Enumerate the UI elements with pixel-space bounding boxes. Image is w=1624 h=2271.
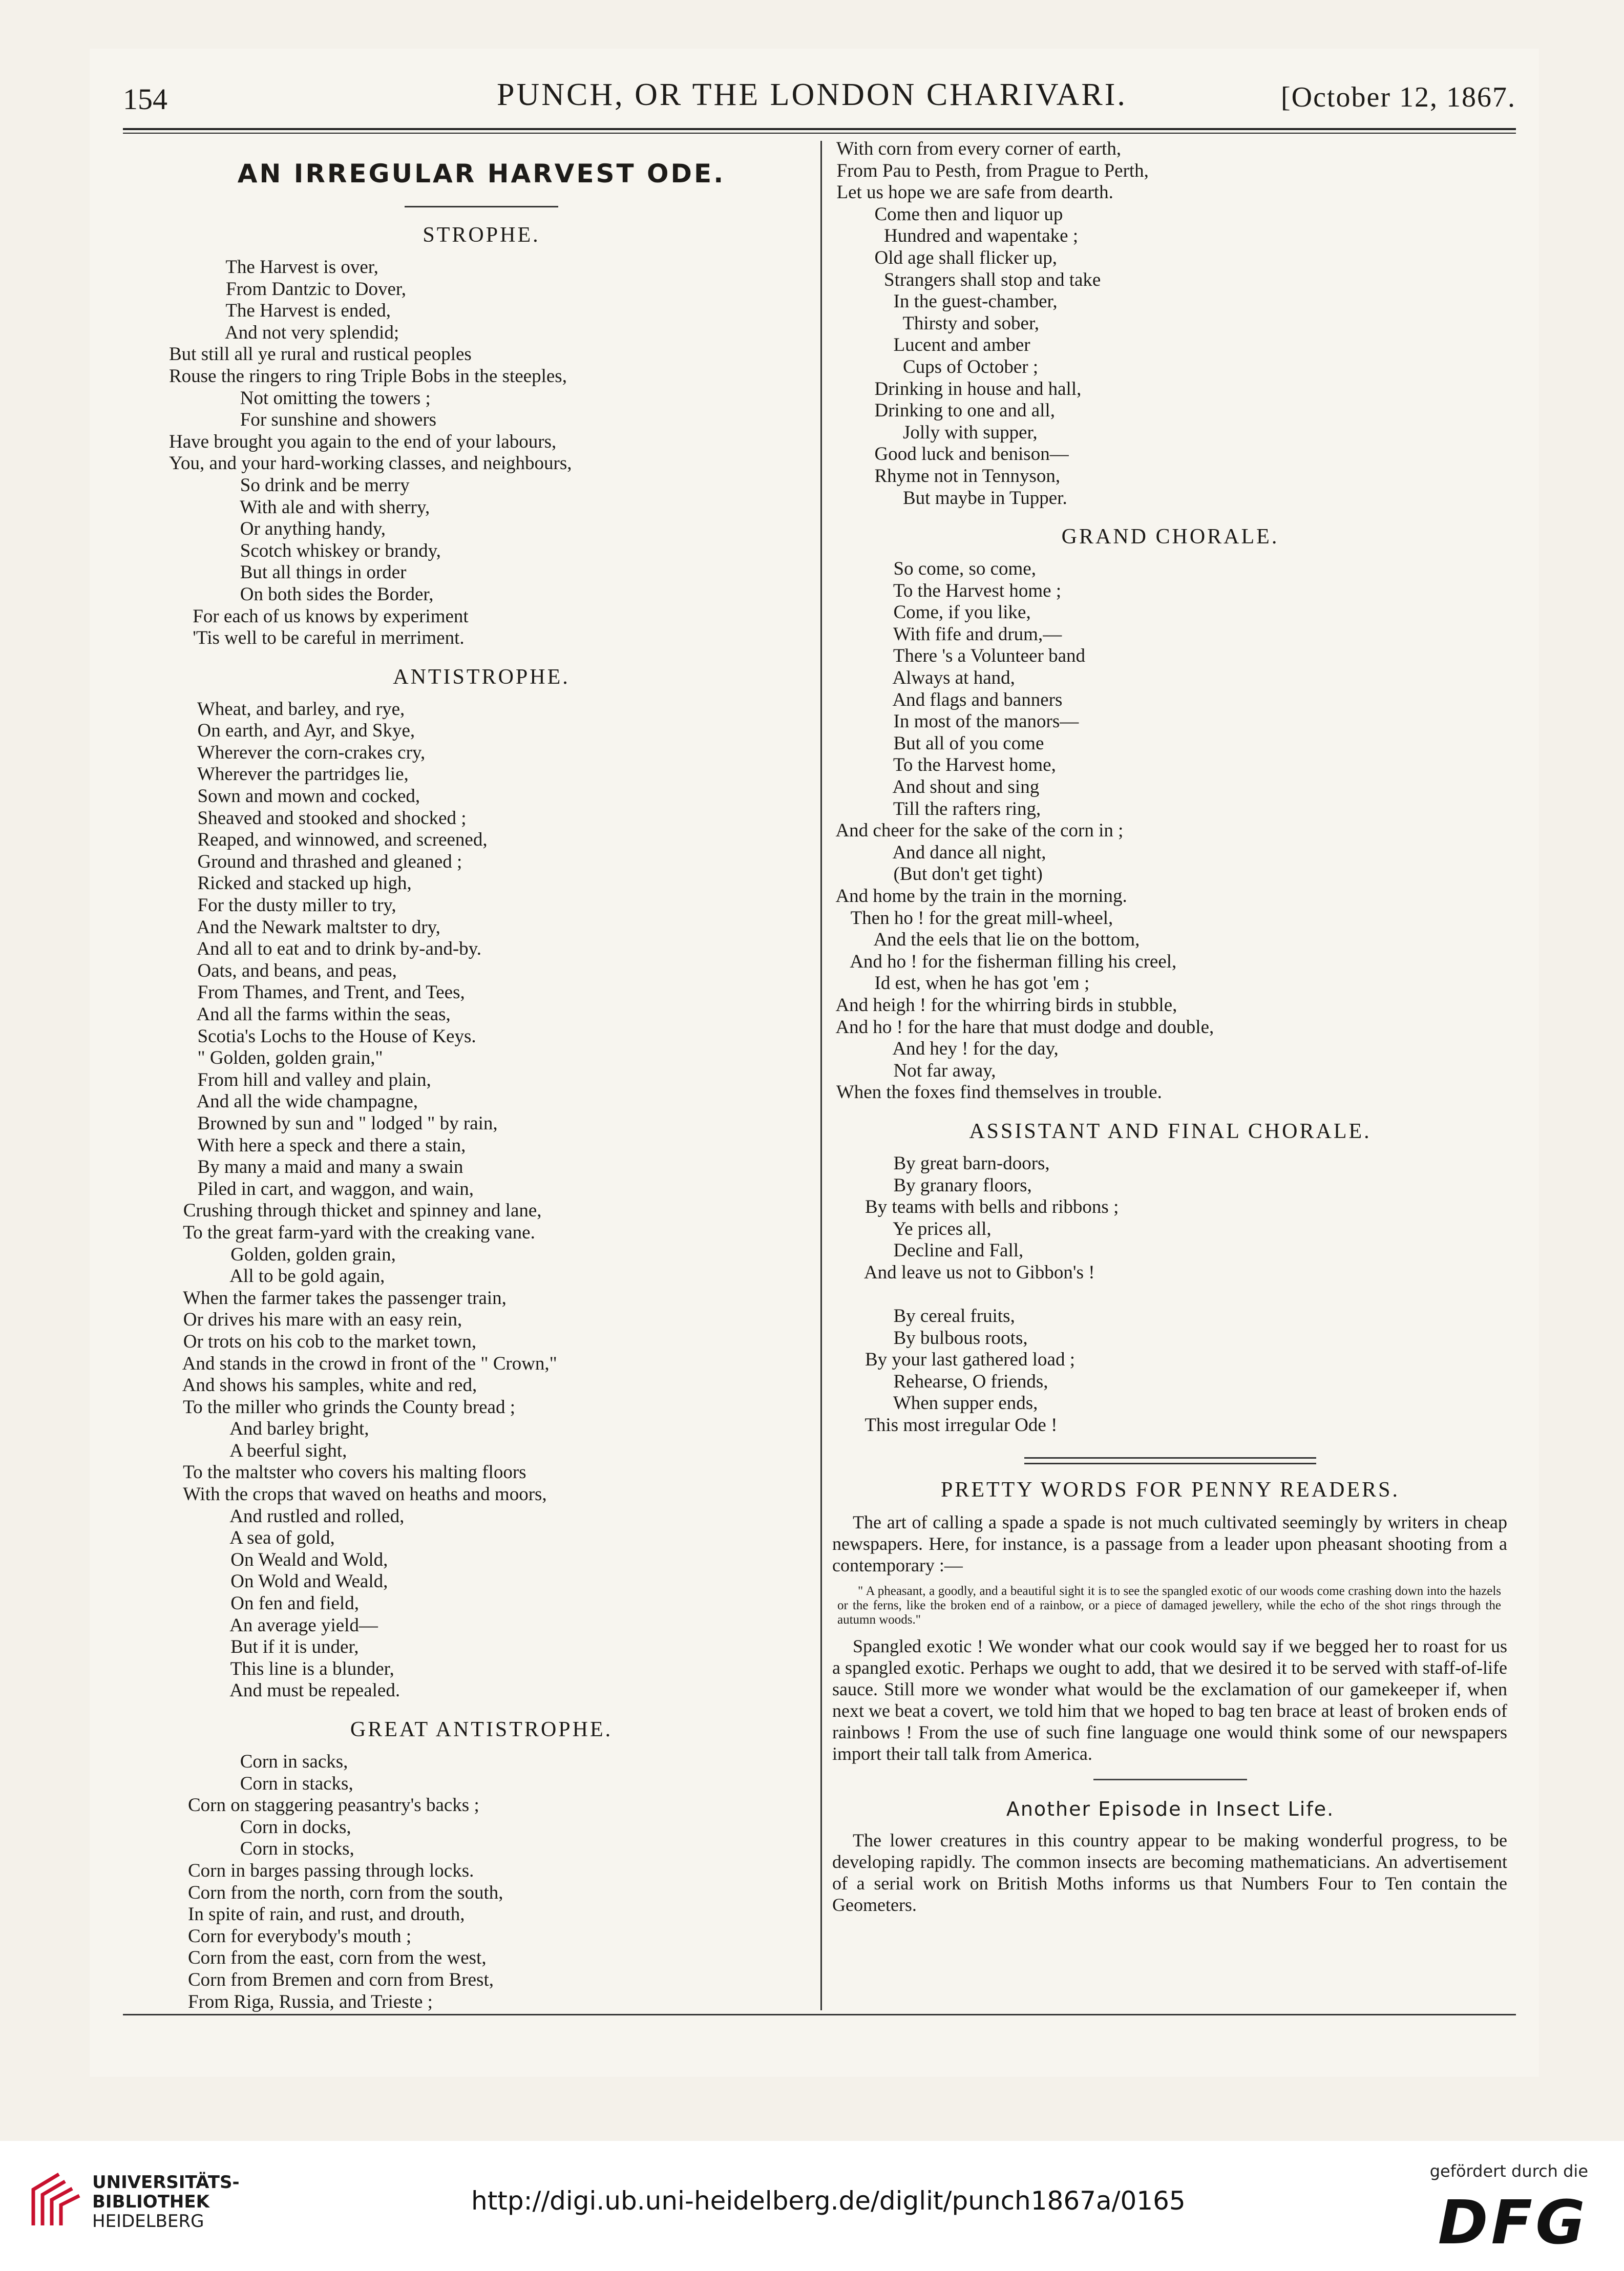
masthead-title: PUNCH, OR THE LONDON CHARIVARI.: [497, 77, 1127, 112]
poem-line: Corn on staggering peasantry's backs ;: [169, 1795, 479, 1816]
pretty-words-article: [832, 1511, 1507, 1764]
poem-line: And dance all night,: [827, 842, 1046, 863]
poem-line: Corn in stacks,: [169, 1773, 353, 1794]
title-rule: [405, 206, 558, 207]
poem-line: And the Newark maltster to dry,: [169, 916, 440, 938]
poem-line: Ground and thrashed and gleaned ;: [169, 851, 462, 872]
poem-line: There 's a Volunteer band: [827, 645, 1086, 667]
poem-line: By bulbous roots,: [827, 1327, 1028, 1349]
poem-line: " Golden, golden grain,": [169, 1047, 383, 1069]
poem-line: So drink and be merry: [169, 474, 410, 496]
poem-line: Id est, when he has got 'em ;: [827, 973, 1090, 994]
library-name-line1: UNIVERSITÄTS-: [92, 2172, 240, 2193]
final-chorale-poem: [827, 1153, 1513, 1437]
poem-line: Rouse the ringers to ring Triple Bobs in the steeples,: [169, 365, 567, 387]
page-header: [123, 77, 1516, 128]
pretty-words-quote: " A pheasant, a goodly, and a beautiful sight it is to see the spangled exotic of our woods come crashing down into the hazels or the ferns, like the broken end of a rainbow, or a piece of damaged jewellery, while the echo of the shot rings through the autumn woods.": [837, 1584, 1501, 1627]
poem-line: Sown and mown and cocked,: [169, 786, 420, 807]
poem-line: And all the wide champagne,: [169, 1091, 418, 1112]
poem-line: And home by the train in the morning.: [827, 886, 1127, 907]
poem-line: From hill and valley and plain,: [169, 1069, 431, 1090]
great-antistrophe-poem-part2: [827, 138, 1513, 509]
poem-line: Wheat, and barley, and rye,: [169, 698, 405, 720]
footer-rule: [123, 2014, 1516, 2015]
poem-line: And cheer for the sake of the corn in ;: [827, 820, 1124, 842]
funded-by-label: gefördert durch die: [1429, 2161, 1588, 2181]
poem-line: And must be repealed.: [169, 1680, 400, 1701]
poem-line: Hundred and wapentake ;: [827, 225, 1079, 247]
poem-line: But if it is under,: [169, 1636, 359, 1658]
poem-line: (But don't get tight): [827, 864, 1043, 885]
poem-line: From Riga, Russia, and Trieste ;: [169, 1991, 433, 2012]
poem-line: And hey ! for the day,: [827, 1038, 1059, 1060]
poem-line: By your last gathered load ;: [827, 1349, 1075, 1371]
poem-line: Sheaved and stooked and shocked ;: [169, 807, 467, 829]
poem-line: When the farmer takes the passenger train,: [169, 1287, 507, 1309]
poem-line: And leave us not to Gibbon's !: [827, 1261, 1095, 1283]
poem-line: Good luck and benison—: [827, 444, 1069, 465]
poem-line: Then ho ! for the great mill-wheel,: [827, 907, 1113, 929]
poem-line: But still all ye rural and rustical peoples: [169, 344, 472, 365]
strophe-poem: [169, 257, 794, 649]
poem-line: Till the rafters ring,: [827, 798, 1041, 819]
poem-line: By many a maid and many a swain: [169, 1156, 463, 1178]
poem-line: All to be gold again,: [169, 1266, 385, 1287]
poem-line: And rustled and rolled,: [169, 1505, 405, 1527]
poem-line: Corn in sacks,: [169, 1751, 348, 1772]
poem-line: Ye prices all,: [827, 1218, 992, 1239]
poem-line: 'Tis well to be careful in merriment.: [169, 627, 465, 649]
digitization-footer: [0, 2141, 1624, 2271]
poem-line: Strangers shall stop and take: [827, 269, 1101, 290]
poem-line: And shows his samples, white and red,: [169, 1375, 477, 1396]
poem-line: But maybe in Tupper.: [827, 487, 1067, 509]
left-column: [169, 138, 794, 2013]
poem-line: With fife and drum,—: [827, 623, 1062, 645]
strophe-heading: STROPHE.: [423, 223, 540, 247]
poem-line: But all of you come: [827, 732, 1044, 754]
poem-line: When supper ends,: [827, 1393, 1038, 1414]
poem-line: For the dusty miller to try,: [169, 895, 396, 916]
poem-line: By great barn-doors,: [827, 1152, 1050, 1174]
poem-line: For sunshine and showers: [169, 409, 437, 431]
poem-line: Jolly with supper,: [827, 422, 1038, 443]
poem-line: Or anything handy,: [169, 518, 386, 540]
poem-line: Old age shall flicker up,: [827, 247, 1058, 268]
library-name-line3: HEIDELBERG: [92, 2211, 204, 2232]
poem-line: [827, 1284, 1513, 1306]
poem-line: Scotia's Lochs to the House of Keys.: [169, 1025, 476, 1047]
article-separator: [1093, 1779, 1247, 1780]
poem-line: Drinking to one and all,: [827, 400, 1055, 422]
poem-line: Let us hope we are safe from dearth.: [827, 182, 1113, 203]
poem-line: Always at hand,: [827, 667, 1015, 689]
poem-line: In the guest-chamber,: [827, 291, 1058, 312]
poem-line: A sea of gold,: [169, 1527, 335, 1549]
poem-line: On Weald and Wold,: [169, 1549, 388, 1570]
insect-article: [832, 1830, 1507, 1916]
poem-line: Browned by sun and " lodged " by rain,: [169, 1112, 498, 1134]
header-rule-thin: [123, 133, 1516, 134]
poem-line: And all to eat and to drink by-and-by.: [169, 938, 482, 960]
poem-line: Reaped, and winnowed, and screened,: [169, 829, 488, 851]
poem-line: Drinking in house and hall,: [827, 378, 1082, 399]
page-number: 154: [123, 82, 167, 116]
poem-line: And the eels that lie on the bottom,: [827, 929, 1140, 951]
poem-line: Scotch whiskey or brandy,: [169, 540, 441, 561]
poem-line: To the miller who grinds the County bread ;: [169, 1396, 515, 1418]
poem-line: And stands in the crowd in front of the " Crown,": [169, 1353, 557, 1374]
column-divider: [820, 141, 822, 2010]
poem-line: Crushing through thicket and spinney and lane,: [169, 1200, 542, 1222]
section-double-rule: [1024, 1457, 1316, 1464]
poem-line: By teams with bells and ribbons ;: [827, 1196, 1119, 1218]
poem-line: A beerful sight,: [169, 1440, 347, 1461]
poem-line: Corn from the north, corn from the south,: [169, 1882, 503, 1903]
poem-line: Wherever the corn-crakes cry,: [169, 742, 426, 763]
poem-line: Wherever the partridges lie,: [169, 764, 409, 785]
poem-line: To the great farm-yard with the creaking vane.: [169, 1222, 535, 1243]
poem-line: For each of us knows by experiment: [169, 605, 469, 627]
poem-line: Or drives his mare with an easy rein,: [169, 1309, 462, 1331]
library-name: [92, 2173, 240, 2231]
library-logo-icon: [28, 2169, 85, 2231]
great-antistrophe-heading: GREAT ANTISTROPHE.: [350, 1718, 613, 1741]
great-antistrophe-poem-part1: [169, 1751, 794, 2013]
poem-line: The Harvest is over,: [169, 257, 378, 278]
poem-line: With the crops that waved on heaths and moors,: [169, 1484, 547, 1505]
header-rule: [123, 128, 1516, 130]
library-name-line2: BIBLIOTHEK: [92, 2192, 209, 2212]
poem-line: Rehearse, O friends,: [827, 1371, 1048, 1392]
poem-line: And all the farms within the seas,: [169, 1004, 451, 1025]
poem-line: To the maltster who covers his malting floors: [169, 1462, 526, 1483]
poem-line: And barley bright,: [169, 1418, 369, 1440]
poem-line: Piled in cart, and waggon, and wain,: [169, 1178, 474, 1200]
poem-line: Corn in stocks,: [169, 1838, 354, 1860]
poem-line: With corn from every corner of earth,: [827, 138, 1122, 159]
poem-line: Corn in docks,: [169, 1816, 351, 1838]
poem-line: And ho ! for the fisherman filling his creel,: [827, 951, 1177, 972]
poem-line: Have brought you again to the end of your labours,: [169, 431, 557, 452]
poem-line: And not very splendid;: [169, 322, 399, 343]
poem-line: By granary floors,: [827, 1174, 1032, 1196]
poem-line: An average yield—: [169, 1614, 378, 1636]
poem-line: Not omitting the towers ;: [169, 387, 431, 409]
issue-date: [October 12, 1867.: [1280, 81, 1516, 113]
poem-line: From Dantzic to Dover,: [169, 278, 406, 300]
poem-line: And flags and banners: [827, 689, 1063, 710]
poem-line: From Thames, and Trent, and Tees,: [169, 982, 465, 1003]
antistrophe-heading: ANTISTROPHE.: [393, 665, 570, 689]
poem-line: Thirsty and sober,: [827, 312, 1040, 334]
poem-line: Rhyme not in Tennyson,: [827, 465, 1061, 487]
poem-line: Corn in barges passing through locks.: [169, 1860, 474, 1881]
poem-line: Corn for everybody's mouth ;: [169, 1925, 412, 1947]
pretty-words-title: PRETTY WORDS FOR PENNY READERS.: [940, 1478, 1400, 1502]
insect-title: Another Episode in Insect Life.: [1006, 1797, 1335, 1820]
poem-line: Oats, and beans, and peas,: [169, 960, 397, 981]
final-chorale-heading: ASSISTANT AND FINAL CHORALE.: [969, 1119, 1372, 1143]
poem-line: Come then and liquor up: [827, 203, 1063, 225]
poem-line: Golden, golden grain,: [169, 1244, 396, 1265]
poem-line: On earth, and Ayr, and Skye,: [169, 720, 415, 742]
poem-line: And heigh ! for the whirring birds in stubble,: [827, 994, 1177, 1016]
poem-line: This line is a blunder,: [169, 1658, 394, 1679]
poem-line: With here a speck and there a stain,: [169, 1134, 466, 1156]
pretty-words-paragraph-1: The art of calling a spade a spade is not much cultivated seemingly by writers in cheap newspapers. Here, for instance, is a passage from a leader upon pheasant shooting from a contemporary :—: [832, 1511, 1507, 1575]
poem-line: Decline and Fall,: [827, 1240, 1024, 1261]
poem-line: Ricked and stacked up high,: [169, 873, 412, 894]
dfg-logo: DFG: [1438, 2187, 1588, 2258]
poem-line: Corn from the east, corn from the west,: [169, 1947, 487, 1969]
poem-line: But all things in order: [169, 562, 407, 583]
poem-line: Come, if you like,: [827, 602, 1031, 623]
poem-line: To the Harvest home ;: [827, 580, 1062, 601]
poem-line: On Wold and Weald,: [169, 1571, 388, 1592]
antistrophe-poem: [169, 699, 794, 1702]
pretty-words-paragraph-2: Spangled exotic ! We wonder what our cook would say if we begged her to roast for us a spangled exotic. Perhaps we ought to add, that we desired it to be served with staff-of-life sauce. Still more we wonder what would be the exclamation of our gamekeeper if, when next we beat a covert, we told him that we hoped to bag ten brace at least of broken ends of rainbows ! From the use of such fine language one would think some of our newspapers import their tall talk from America.: [832, 1635, 1507, 1764]
poem-line: In spite of rain, and rust, and drouth,: [169, 1904, 465, 1925]
ode-title: AN IRREGULAR HARVEST ODE.: [237, 159, 726, 188]
poem-line: Not far away,: [827, 1060, 996, 1081]
poem-line: From Pau to Pesth, from Prague to Perth,: [827, 160, 1149, 181]
poem-line: So come, so come,: [827, 558, 1036, 580]
poem-line: Cups of October ;: [827, 356, 1039, 377]
poem-line: When the foxes find themselves in trouble.: [827, 1082, 1162, 1103]
poem-line: And ho ! for the hare that must dodge and double,: [827, 1016, 1214, 1038]
poem-line: Or trots on his cob to the market town,: [169, 1331, 477, 1352]
poem-line: On both sides the Border,: [169, 583, 434, 605]
poem-line: On fen and field,: [169, 1593, 359, 1614]
poem-line: The Harvest is ended,: [169, 300, 391, 322]
poem-line: Lucent and amber: [827, 334, 1030, 356]
poem-line: To the Harvest home,: [827, 754, 1056, 776]
poem-line: And shout and sing: [827, 776, 1040, 798]
poem-line: By cereal fruits,: [827, 1306, 1015, 1327]
poem-line: With ale and with sherry,: [169, 496, 430, 518]
poem-line: In most of the manors—: [827, 711, 1079, 732]
poem-line: This most irregular Ode !: [827, 1415, 1058, 1436]
poem-line: You, and your hard-working classes, and neighbours,: [169, 453, 572, 474]
right-column: [827, 138, 1513, 1916]
source-url[interactable]: http://digi.ub.uni-heidelberg.de/diglit/punch1867a/0165: [471, 2186, 1186, 2216]
poem-line: Corn from Bremen and corn from Brest,: [169, 1969, 494, 1990]
grand-chorale-poem: [827, 558, 1513, 1104]
insect-paragraph: The lower creatures in this country appear to be making wonderful progress, to be developing rapidly. The common insects are becoming mathematicians. An advertisement of a serial work on British Moths informs us that Numbers Four to Ten contain the Geometers.: [832, 1830, 1507, 1915]
grand-chorale-heading: GRAND CHORALE.: [1061, 525, 1279, 549]
